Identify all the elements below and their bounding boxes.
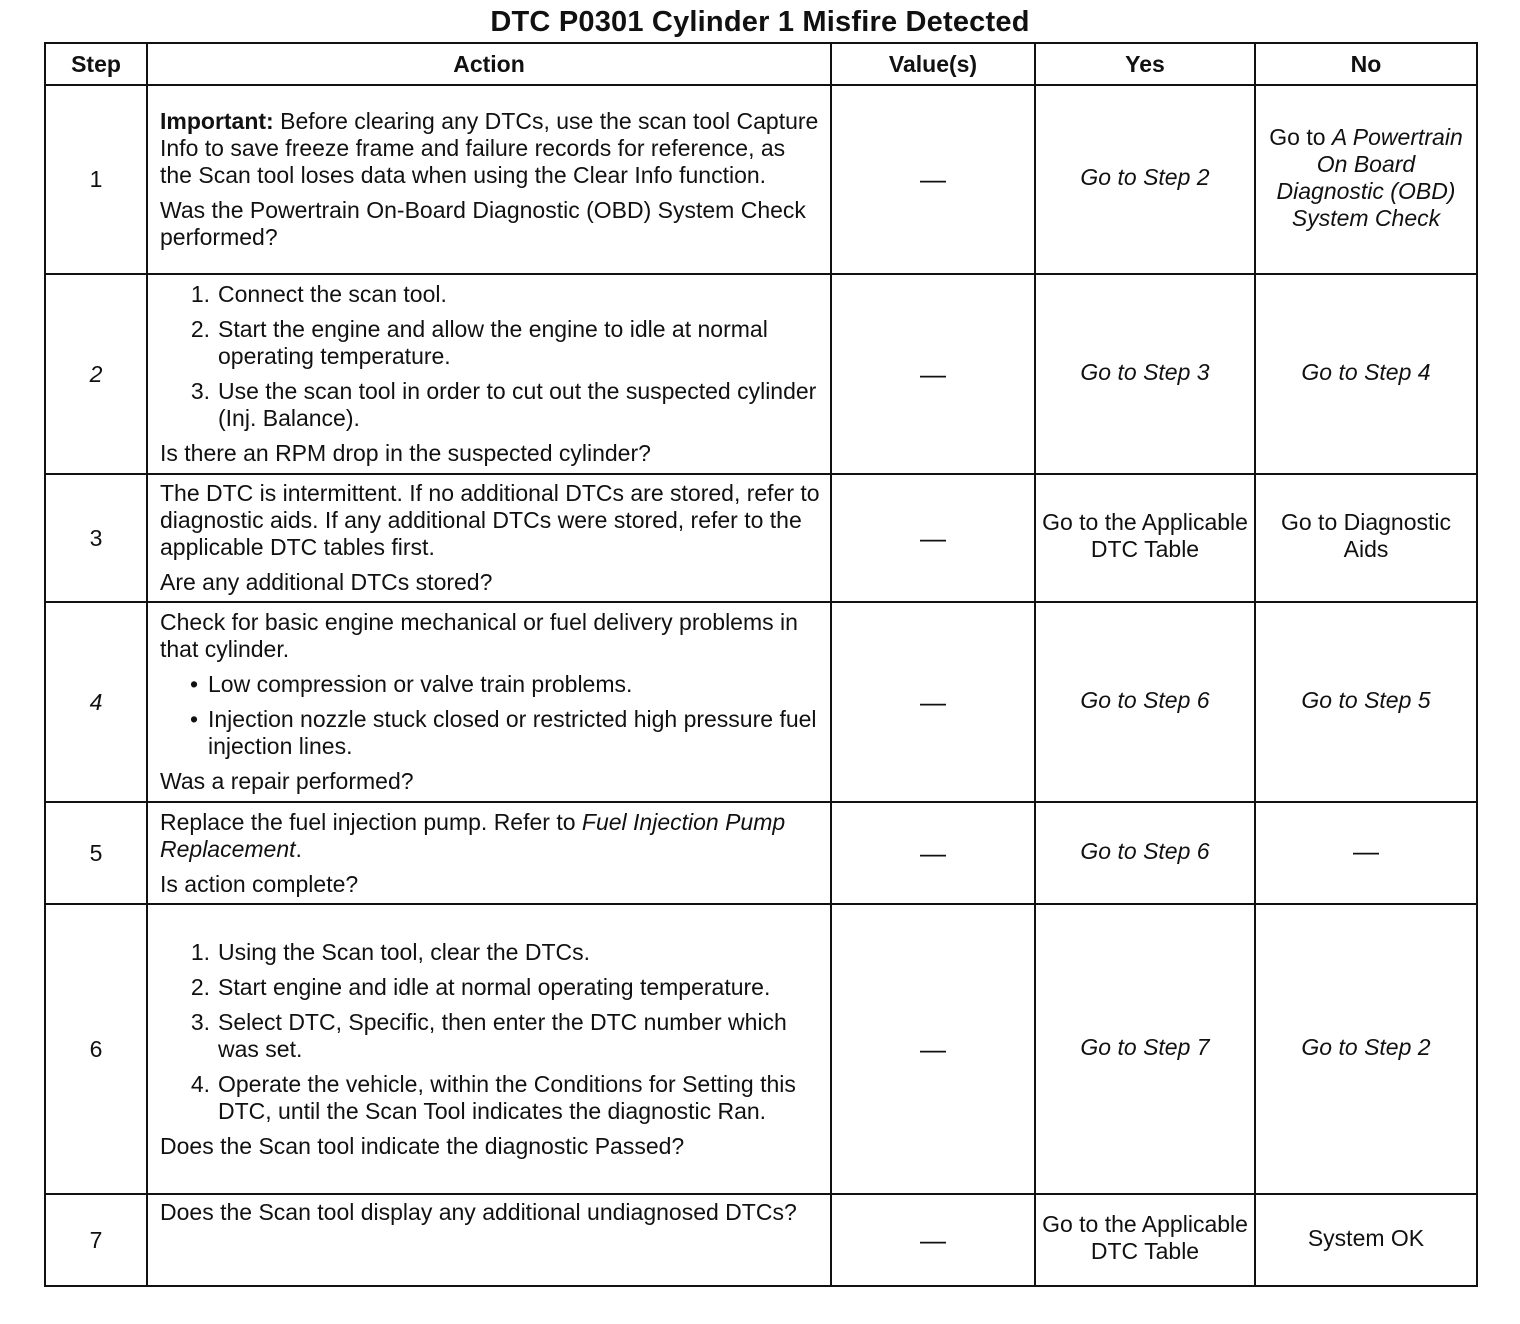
no-cell: — [1255, 802, 1477, 904]
yes-cell: Go to the Applicable DTC Table [1035, 474, 1255, 602]
action-cell [147, 85, 831, 274]
action-text: The DTC is intermittent. If no additional DTCs are stored, refer to diagnostic aids. If any additional DTCs were stored, refer to the applicable DTC tables first. [160, 480, 820, 560]
no-cell: Go to Step 4 [1255, 274, 1477, 474]
yes-cell: Go to Step 3 [1035, 274, 1255, 474]
step-number: 4 [45, 602, 147, 802]
header-step: Step [45, 43, 147, 85]
action-question: Does the Scan tool indicate the diagnostic Passed? [160, 1132, 685, 1159]
step-number: 7 [45, 1194, 147, 1286]
action-question: Was the Powertrain On-Board Diagnostic (OBD) System Check performed? [160, 197, 806, 250]
list-item: • Injection nozzle stuck closed or restricted high pressure fuel injection lines. [189, 706, 817, 759]
table-row-step-5 [45, 802, 1477, 904]
list-item: 2. Start engine and idle at normal operating temperature. [190, 973, 771, 1000]
table-row-step-3 [45, 474, 1477, 602]
action-question: Is action complete? [160, 870, 359, 897]
step-number: 6 [45, 904, 147, 1194]
important-note [160, 108, 820, 189]
step-number: 5 [45, 802, 147, 904]
no-cell: Go to Step 5 [1255, 602, 1477, 802]
header-values: Value(s) [831, 43, 1035, 85]
action-cell [147, 274, 831, 474]
action-cell [147, 602, 831, 802]
no-cell: System OK [1255, 1194, 1477, 1286]
action-question: Are any additional DTCs stored? [160, 569, 493, 595]
no-prefix: Go to [1269, 123, 1332, 150]
list-item: • Low compression or valve train problems. [189, 671, 633, 697]
step-number: 2 [45, 274, 147, 474]
value-cell: — [831, 274, 1035, 474]
list-item: 2. Start the engine and allow the engine to idle at normal operating temperature. [190, 316, 768, 369]
action-cell [147, 904, 831, 1194]
yes-cell: Go to the Applicable DTC Table [1035, 1194, 1255, 1286]
action-steps-list [160, 281, 820, 432]
no-cell: Go to Step 2 [1255, 904, 1477, 1194]
table-row-step-7 [45, 1194, 1477, 1286]
value-cell: — [831, 904, 1035, 1194]
action-text: Check for basic engine mechanical or fuel delivery problems in that cylinder. [160, 609, 798, 662]
list-item: 3. Use the scan tool in order to cut out the suspected cylinder (Inj. Balance). [190, 378, 817, 431]
list-item: 4. Operate the vehicle, within the Conditions for Setting this DTC, until the Scan Tool indicates the diagnostic Ran. [190, 1070, 796, 1124]
important-text: Before clearing any DTCs, use the scan tool Capture Info to save freeze frame and failure records for reference, as the Scan tool loses data when using the Clear Info function. [160, 108, 819, 188]
no-link-text: A Powertrain On Board Diagnostic (OBD) System Check [1276, 123, 1463, 231]
action-steps-list [160, 939, 820, 1125]
yes-cell: Go to Step 6 [1035, 802, 1255, 904]
action-cell [147, 802, 831, 904]
value-cell: — [831, 802, 1035, 904]
list-item: 1. Using the Scan tool, clear the DTCs. [190, 938, 590, 965]
action-question: Does the Scan tool display any additional undiagnosed DTCs? [160, 1199, 797, 1225]
important-label: Important: [160, 108, 274, 134]
diagnostic-table [44, 42, 1478, 1287]
action-question: Is there an RPM drop in the suspected cylinder? [160, 440, 651, 466]
no-cell: Go to Diagnostic Aids [1255, 474, 1477, 602]
action-text: Replace the fuel injection pump. Refer to Fuel Injection Pump Replacement. [160, 808, 786, 862]
no-cell [1255, 85, 1477, 274]
value-cell: — [831, 1194, 1035, 1286]
table-row-step-6 [45, 904, 1477, 1194]
action-cell [147, 474, 831, 602]
header-action: Action [147, 43, 831, 85]
step-number: 3 [45, 474, 147, 602]
action-question: Was a repair performed? [160, 768, 414, 794]
step-number: 1 [45, 85, 147, 274]
action-cell [147, 1194, 831, 1286]
table-row-step-4 [45, 602, 1477, 802]
header-no: No [1255, 43, 1477, 85]
value-cell: — [831, 474, 1035, 602]
value-cell: — [831, 602, 1035, 802]
yes-cell: Go to Step 6 [1035, 602, 1255, 802]
header-yes: Yes [1035, 43, 1255, 85]
list-item: 3. Select DTC, Specific, then enter the DTC number which was set. [190, 1008, 787, 1062]
list-item: 1. Connect the scan tool. [190, 281, 447, 307]
procedure-reference: Fuel Injection Pump Replacement [160, 808, 786, 862]
table-row-step-2 [45, 274, 1477, 474]
table-row-step-1 [45, 85, 1477, 274]
header-row [45, 43, 1477, 85]
document-title: DTC P0301 Cylinder 1 Misfire Detected [490, 6, 1030, 38]
action-bullet-list [160, 671, 820, 760]
yes-cell: Go to Step 7 [1035, 904, 1255, 1194]
yes-cell: Go to Step 2 [1035, 85, 1255, 274]
value-cell: — [831, 85, 1035, 274]
